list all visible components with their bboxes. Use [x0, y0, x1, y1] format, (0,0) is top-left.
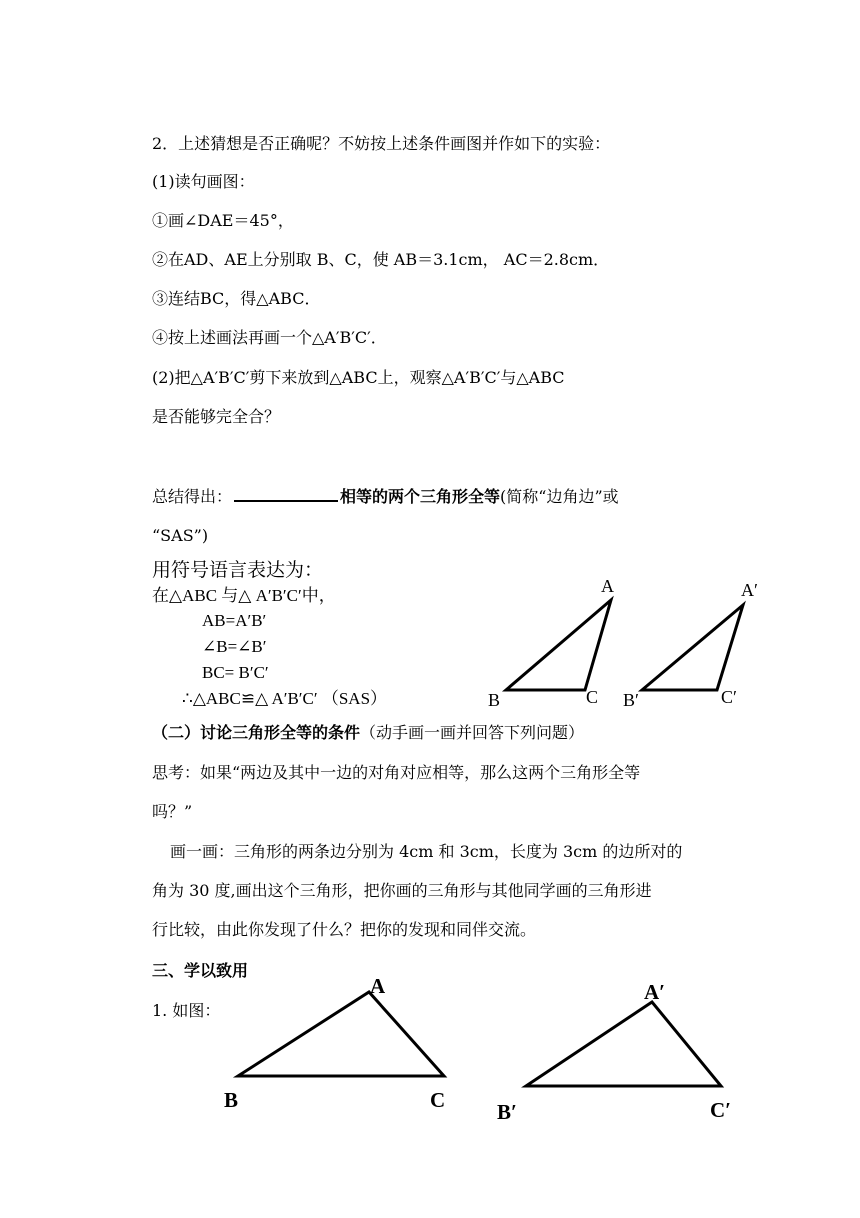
- discussion-think1: 思考：如果“两边及其中一边的对角对应相等，那么这两个三角形全等: [152, 763, 641, 782]
- symbolic-conclusion: ∴△ABC≌△ A′B′C′ （SAS）: [182, 689, 388, 708]
- discussion-heading-bold: （二）讨论三角形全等的条件: [152, 723, 361, 742]
- discussion-think2: 吗？”: [152, 802, 193, 821]
- fig2-label-b-prime: B′: [497, 1100, 517, 1124]
- summary-prefix: 总结得出：: [152, 487, 233, 506]
- section2-line3: ①画∠DAE＝45°，: [152, 211, 294, 230]
- fig1-label-c-prime: C′: [721, 687, 737, 707]
- triangle-a1b1c1-fig2: [526, 1002, 721, 1086]
- triangle-a1b1c1-fig1: [642, 605, 743, 690]
- triangle-abc-fig2: [238, 992, 444, 1076]
- section2-line1: 2．上述猜想是否正确呢？不妨按上述条件画图并作如下的实验：: [152, 134, 611, 153]
- discussion-draw3: 行比较，由此你发现了什么？把你的发现和同伴交流。: [152, 920, 537, 939]
- symbolic-cond3: BC= B′C′: [202, 663, 269, 682]
- section2-line8: 是否能够完全合？: [152, 407, 281, 426]
- summary-line2: “SAS”): [152, 526, 209, 545]
- fig1-label-c: C: [586, 687, 599, 707]
- fig2-label-a-prime: A′: [644, 980, 666, 1004]
- triangle-abc-fig1: [506, 600, 611, 690]
- discussion-draw2: 角为 30 度,画出这个三角形，把你画的三角形与其他同学画的三角形进: [152, 881, 652, 900]
- fig1-label-b-prime: B′: [623, 690, 639, 710]
- symbolic-cond2: ∠B=∠B′: [202, 637, 267, 656]
- symbolic-cond1: AB=A′B′: [202, 611, 267, 630]
- fig2-label-c: C: [430, 1088, 446, 1112]
- section2-line5: ③连结BC，得△ABC．: [152, 289, 321, 308]
- section2-line7: (2)把△A′B′C′剪下来放到△ABC上，观察△A′B′C′与△ABC: [152, 368, 565, 387]
- section3-item1: 1. 如图：: [152, 1001, 221, 1020]
- fig1-label-b: B: [488, 690, 501, 710]
- summary-bold-text: 相等的两个三角形全等: [340, 487, 501, 506]
- fig1-label-a-prime: A′: [741, 580, 758, 600]
- fig2-label-c-prime: C′: [710, 1098, 732, 1122]
- fig2-label-a: A: [370, 974, 386, 998]
- discussion-heading-normal: （动手画一画并回答下列问题）: [360, 723, 585, 742]
- summary-suffix: (简称“边角边”或: [500, 487, 619, 506]
- symbolic-given: 在△ABC 与△ A′B′C′中，: [152, 586, 336, 605]
- fig1-label-a: A: [601, 576, 614, 596]
- section2-line4: ②在AD、AE上分别取 B、C，使 AB＝3.1cm， AC＝2.8cm．: [152, 250, 610, 269]
- symbolic-title: 用符号语言表达为：: [152, 559, 324, 581]
- discussion-draw1: 画一画：三角形的两条边分别为 4cm 和 3cm，长度为 3cm 的边所对的: [170, 842, 683, 861]
- section2-line2: (1)读句画图：: [152, 172, 255, 191]
- section2-line6: ④按上述画法再画一个△A′B′C′．: [152, 328, 387, 347]
- fig2-label-b: B: [224, 1088, 239, 1112]
- section3-heading: 三、学以致用: [152, 961, 249, 980]
